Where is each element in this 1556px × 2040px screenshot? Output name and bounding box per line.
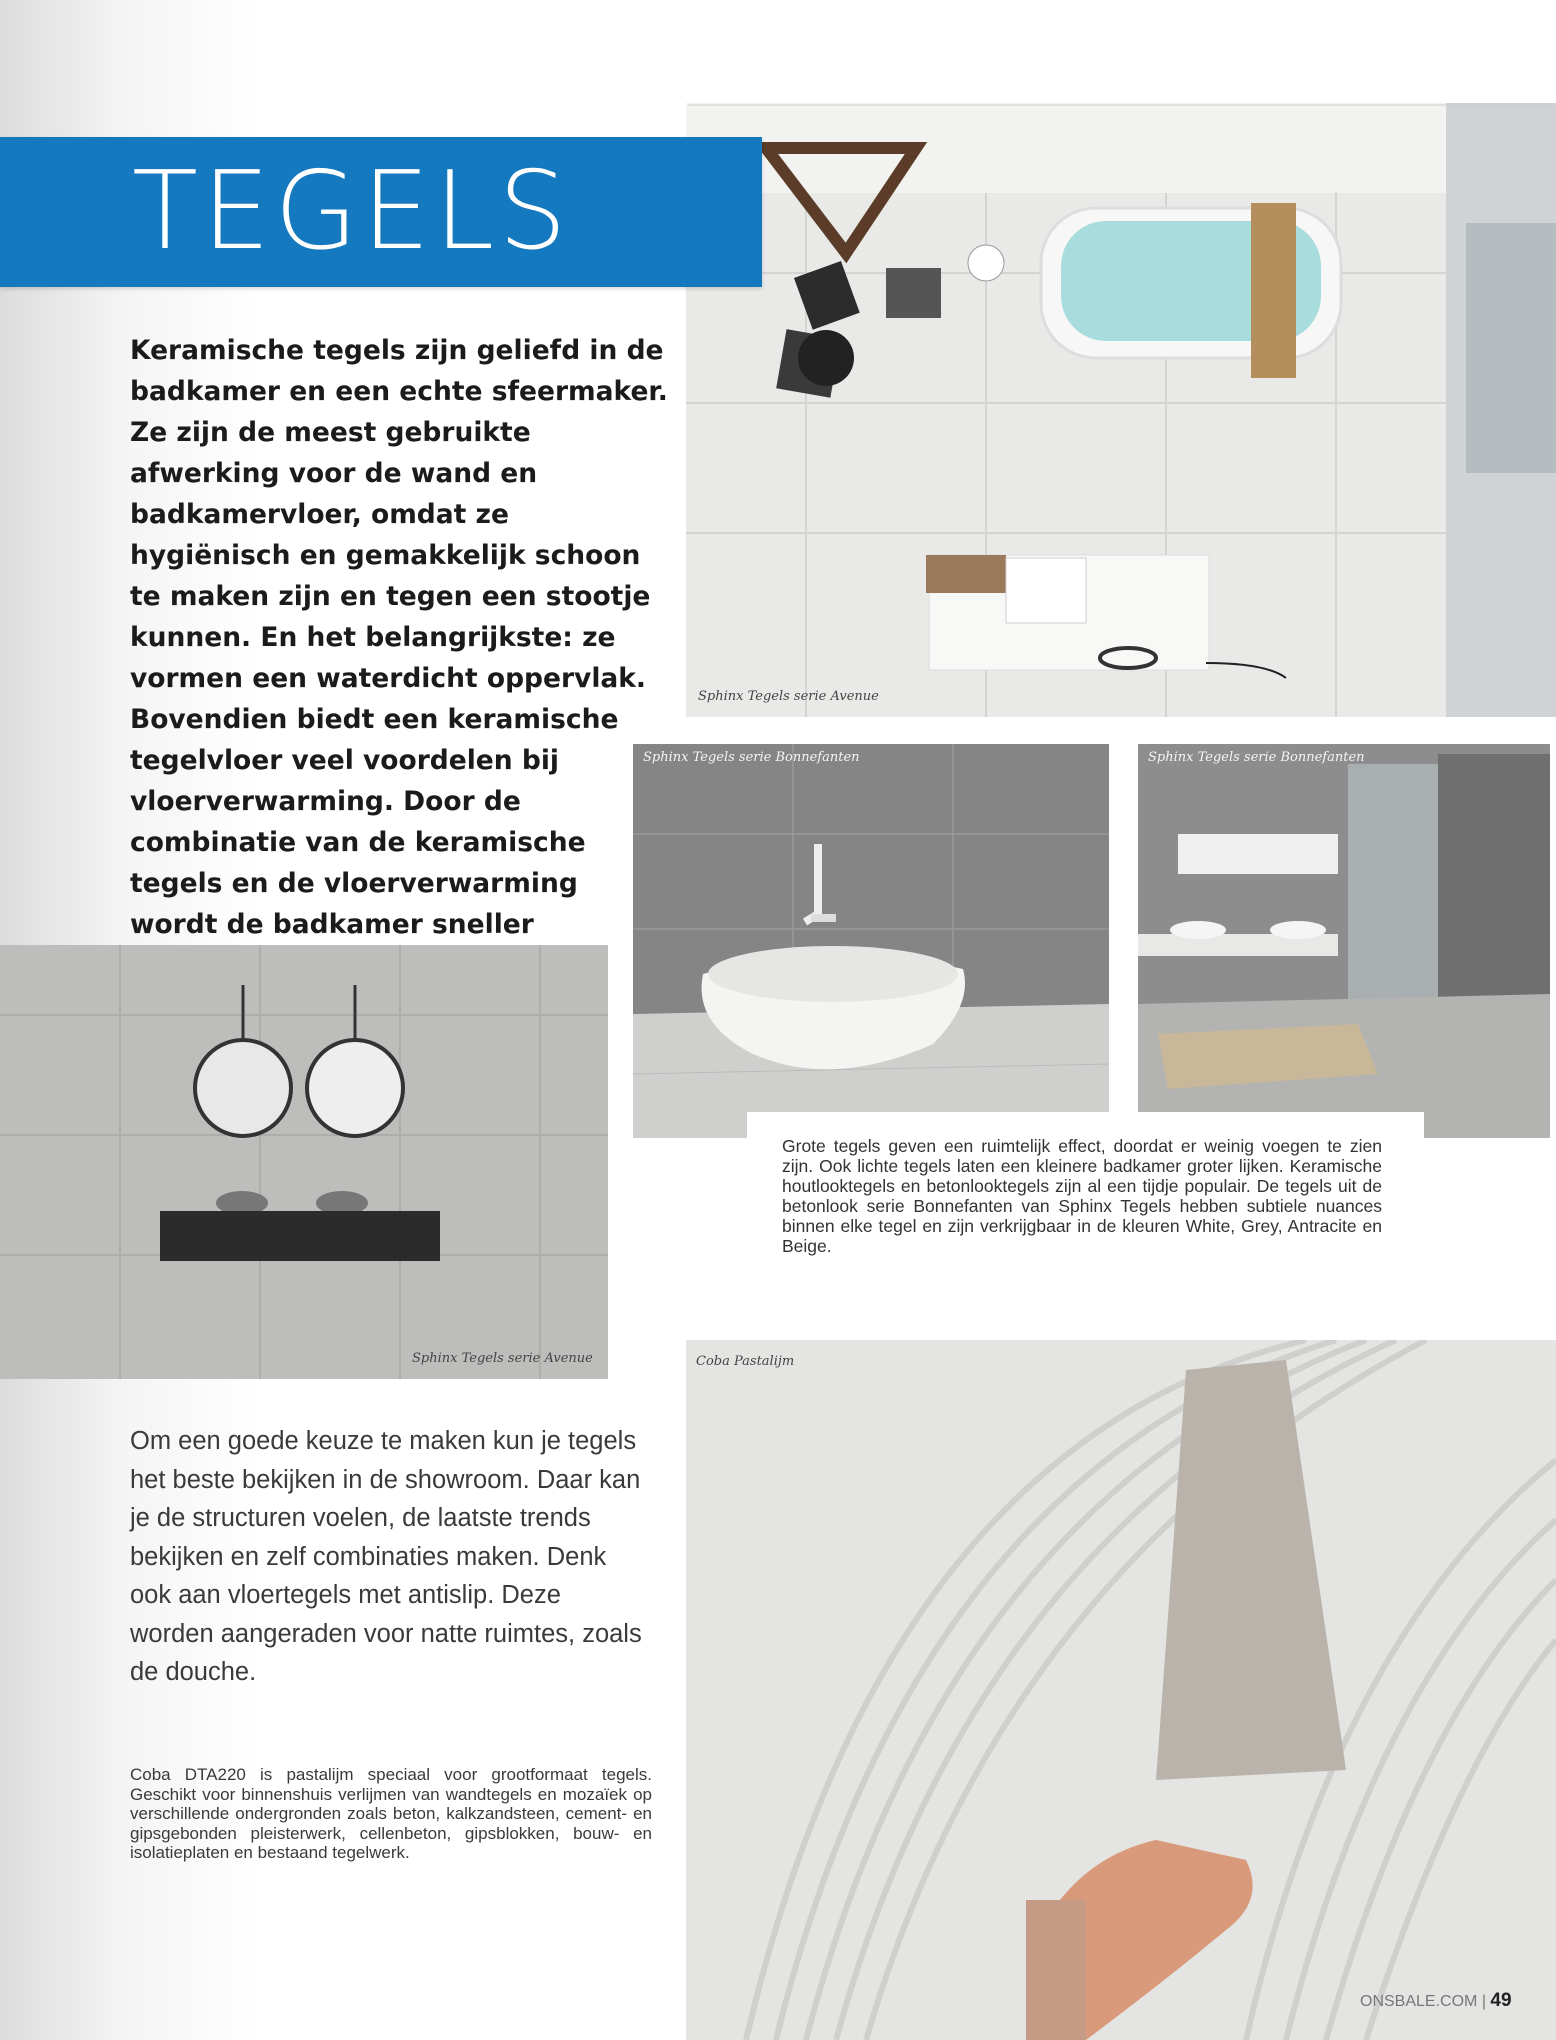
photo-top-bathroom (686, 103, 1556, 717)
photo-trowel-caption: Coba Pastalijm (696, 1354, 795, 1369)
title-band (0, 137, 762, 287)
freestanding-tub-image (633, 744, 1109, 1138)
photo-room-caption: Sphinx Tegels serie Bonnefanten (1148, 750, 1365, 765)
footer-site: ONSBALE.COM (1360, 1993, 1478, 2010)
photo-tub-caption: Sphinx Tegels serie Bonnefanten (643, 750, 860, 765)
photo-top-caption: Sphinx Tegels serie Avenue (698, 689, 879, 704)
page-number: 49 (1490, 1990, 1512, 2011)
bathroom-room-image (1138, 744, 1550, 1138)
photo-room (1138, 744, 1550, 1138)
photo-tub (633, 744, 1109, 1138)
photo-mirrors (0, 945, 608, 1379)
intro-paragraph: Keramische tegels zijn geliefd in de badkamer en een echte sfeermaker. Ze zijn de meest gebruikte afwerking voor de wand en badkamervloer, omdat ze hygiënisch en gemakkelijk schoon te maken zijn en tegen een stootje kunnen. En het belangrijkste: ze vormen een waterdicht oppervlak. Bovendien biedt een keramische tegelvloer veel voordelen bij vloerverwarming. Door de combinatie van de keramische tegels en de vloerverwarming wordt de badkamer sneller (130, 335, 668, 940)
page-title: TEGELS (132, 149, 571, 274)
double-mirror-image (0, 945, 608, 1379)
photo-mirrors-caption: Sphinx Tegels serie Avenue (412, 1351, 593, 1366)
caption-box (747, 1112, 1424, 1302)
showroom-paragraph: Om een goede keuze te maken kun je tegels het beste bekijken in de showroom. Daar kan je de structuren voelen, de laatste trends bekijken en zelf combinaties maken. Denk ook aan vloertegels met antislip. Deze worden aangeraden voor natte ruimtes, zoals de douche. (130, 1427, 642, 1686)
bathroom-topview-image (686, 103, 1556, 717)
footer (1360, 1990, 1512, 2012)
trowel-adhesive-image (686, 1340, 1556, 2040)
footer-divider: | (1481, 1993, 1491, 2010)
photo-trowel (686, 1340, 1556, 2040)
caption-box-text: Grote tegels geven een ruimtelijk effect, doordat er weinig voegen te zien zijn. Ook lichte tegels laten een kleinere badkamer groter lijken. Keramische houtlooktegels en betonlooktegels zijn al een tijdje populair. De tegels uit de betonlook serie Bonnefanten van Sphinx Tegels hebben subtiele nuances binnen elke tegel en zijn verkrijgbaar in de kleuren White, Grey, Antracite en Beige. (782, 1136, 1382, 1256)
coba-paragraph: Coba DTA220 is pastalijm speciaal voor grootformaat tegels. Geschikt voor binnenshuis verlijmen van wandtegels en mozaïek op verschillende ondergronden zoals beton, kalkzandsteen, cement- en gipsgebonden pleisterwerk, cellenbeton, gipsblokken, bouw- en isolatieplaten en bestaand tegelwerk. (130, 1765, 652, 1862)
